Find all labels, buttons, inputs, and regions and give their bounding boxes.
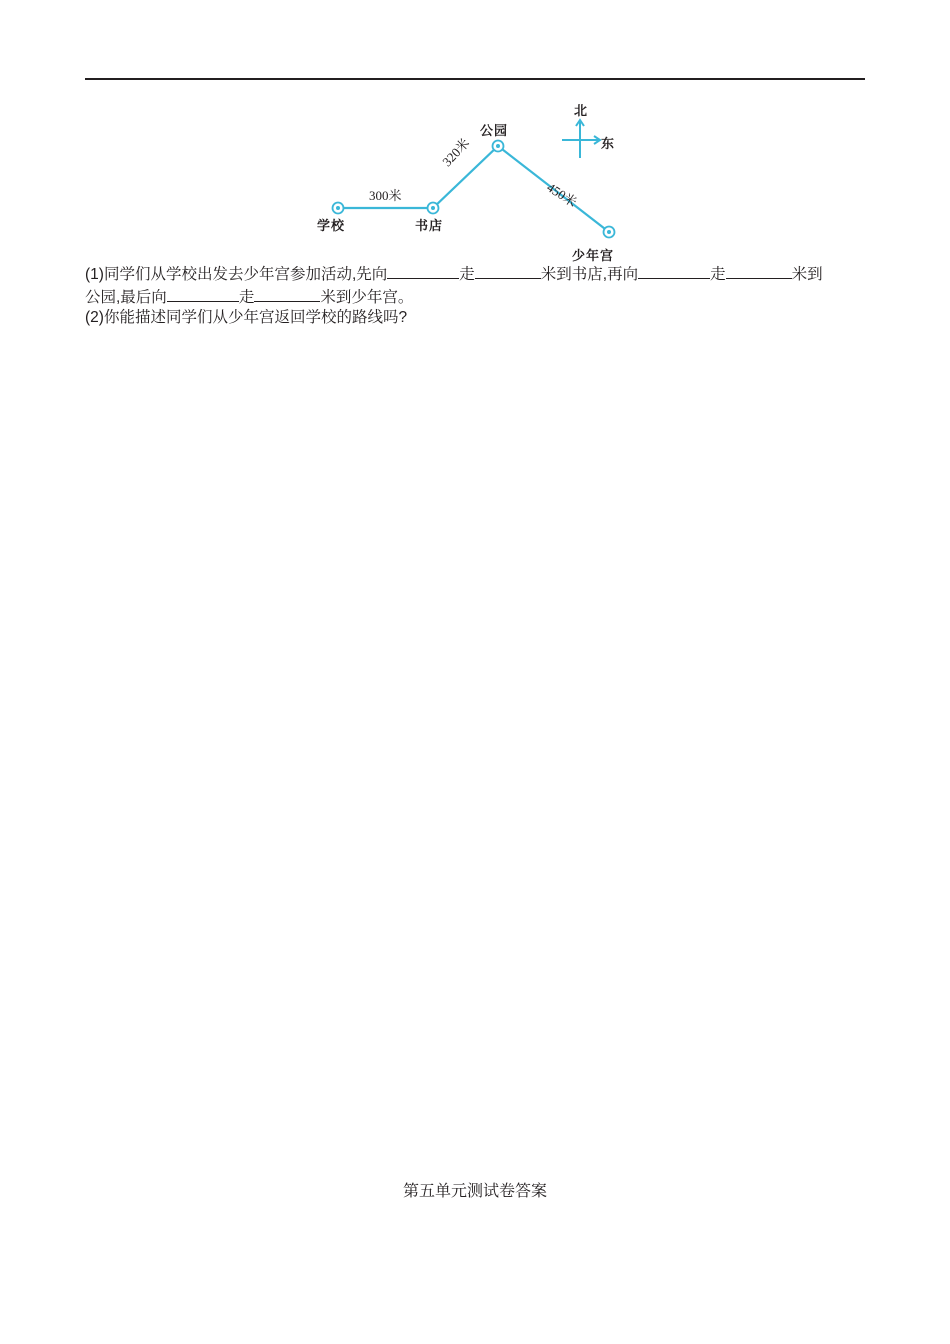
route-map-svg xyxy=(85,95,865,265)
answer-blank-distance-3[interactable] xyxy=(254,286,320,302)
marker-youth-palace xyxy=(604,227,615,238)
answer-blank-direction-1[interactable] xyxy=(387,263,459,279)
answer-blank-distance-2[interactable] xyxy=(726,263,792,279)
answer-blank-distance-1[interactable] xyxy=(475,263,541,279)
distance-label-bookstore-park: 320米 xyxy=(439,135,473,170)
compass-icon xyxy=(562,120,600,158)
map-label-bookstore: 书店 xyxy=(415,218,444,233)
compass-label-north: 北 xyxy=(574,103,588,118)
answer-blank-direction-2[interactable] xyxy=(638,263,710,279)
question-1-text-d: 走 xyxy=(710,266,726,283)
question-1-text-f: 公园,最后向 xyxy=(85,289,167,306)
distance-label-school-bookstore: 300米 xyxy=(369,188,402,203)
header-divider xyxy=(85,78,865,80)
map-label-park: 公园 xyxy=(480,123,509,138)
footer-title: 第五单元测试卷答案 xyxy=(402,1183,547,1200)
question-1-text-g: 走 xyxy=(238,289,255,306)
compass-label-east: 东 xyxy=(601,136,615,151)
marker-bookstore xyxy=(428,203,439,214)
question-1-text-a: (1)同学们从学校出发去少年宫参加活动,先向 xyxy=(85,266,388,283)
map-label-youth-palace: 少年宫 xyxy=(572,248,615,263)
question-1-text-h: 米到少年宫。 xyxy=(320,289,414,306)
distance-label-park-palace: 450米 xyxy=(544,179,580,210)
marker-park xyxy=(493,141,504,152)
marker-school xyxy=(333,203,344,214)
answer-blank-direction-3[interactable] xyxy=(167,286,239,302)
route-map-figure xyxy=(85,95,865,265)
question-1-text-b: 走 xyxy=(459,266,475,283)
map-label-school: 学校 xyxy=(317,218,346,233)
question-1 xyxy=(85,263,875,309)
question-1-text-c: 米到书店,再向 xyxy=(540,266,639,283)
question-2: (2)你能描述同学们从少年宫返回学校的路线吗? xyxy=(85,309,408,326)
question-1-text-e: 米到 xyxy=(791,266,823,283)
